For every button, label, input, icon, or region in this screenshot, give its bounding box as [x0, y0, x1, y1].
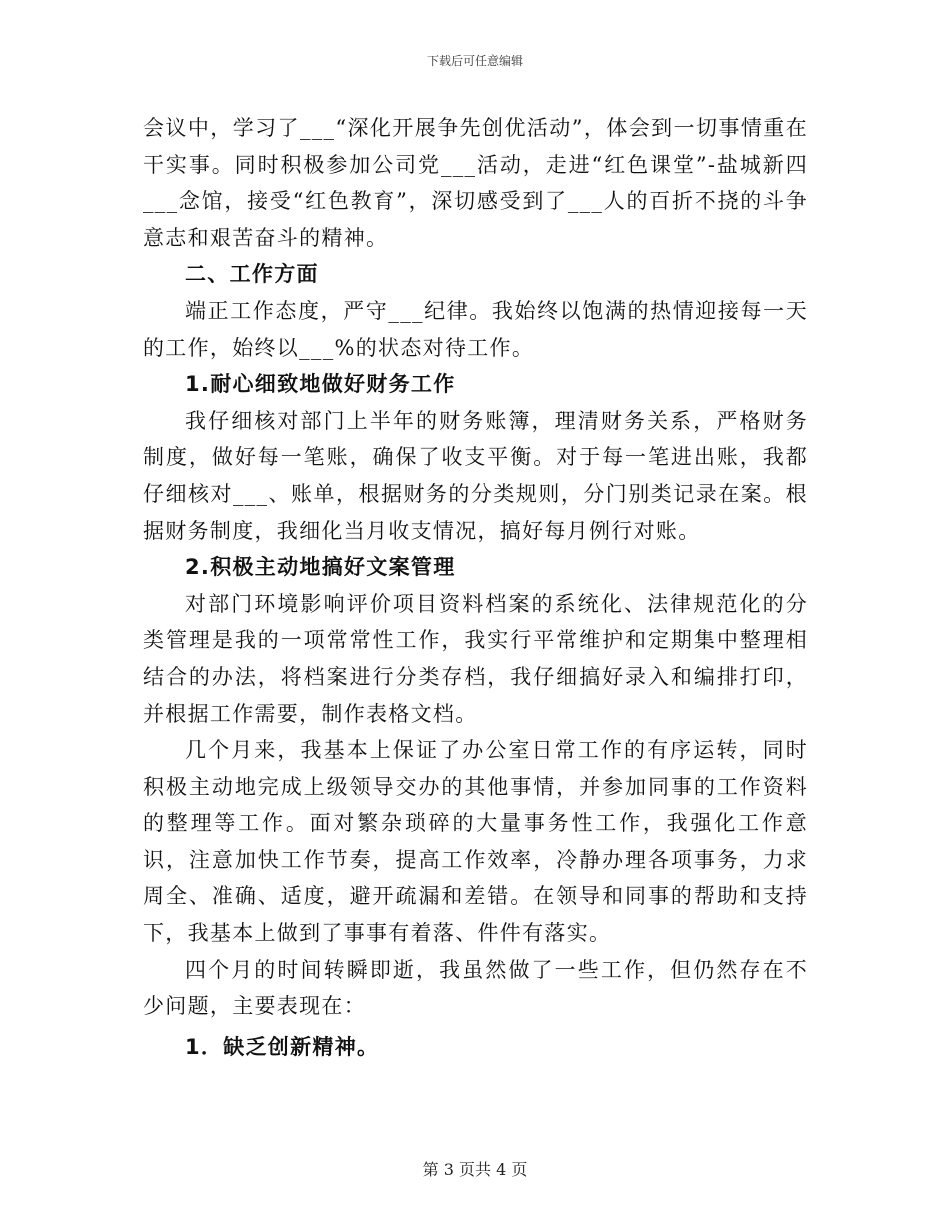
- section-heading-work: 二、工作方面: [185, 262, 319, 287]
- page-header: 下载后可任意编辑: [426, 54, 523, 68]
- paragraph-3: 我仔细核对部门上半年的财务账簿，理清财务关系，严格财务制度，做好每一笔账，确保了收支平衡。对于每一笔进出账，我都仔细核对___、账单，根据财务的分类规则，分门别类记录在案。根据财务制度，我细化当月收支情况，搞好每月例行对账。: [143, 408, 808, 543]
- subheading-finance: 1.耐心细致地做好财务工作: [185, 372, 456, 397]
- subheading-innovation: 1．缺乏创新精神。: [185, 1034, 380, 1059]
- paragraph-6: 四个月的时间转瞬即逝，我虽然做了一些工作，但仍然存在不少问题，主要表现在：: [143, 957, 808, 1019]
- paragraph-1: 会议中，学习了___“深化开展争先创优活动”，体会到一切事情重在干实事。同时积极参加公司党___活动，走进“红色课堂”-盐城新四___念馆，接受“红色教育”，深切感受到了___人的百折不挠的斗争意志和艰苦奋斗的精神。: [143, 116, 808, 250]
- paragraph-5: 几个月来，我基本上保证了办公室日常工作的有序运转，同时积极主动地完成上级领导交办的其他事情，并参加同事的工作资料的整理等工作。面对繁杂琐碎的大量事务性工作，我强化工作意识，注意加快工作节奏，提高工作效率，冷静办理各项事务，力求周全、准确、适度，避开疏漏和差错。在领导和同事的帮助和支持下，我基本上做到了事事有着落、件件有落实。: [143, 738, 808, 946]
- page-footer: 第 3 页共 4 页: [422, 1160, 528, 1179]
- subheading-documents: 2.积极主动地搞好文案管理: [185, 555, 456, 580]
- document-body: [143, 110, 808, 1065]
- paragraph-2: 端正工作态度，严守___纪律。我始终以饱满的热情迎接每一天的工作，始终以___%的状态对待工作。: [143, 298, 808, 360]
- paragraph-4: 对部门环境影响评价项目资料档案的系统化、法律规范化的分类管理是我的一项常常性工作，我实行平常维护和定期集中整理相结合的办法，将档案进行分类存档，我仔细搞好录入和编排打印，并根据工作需要，制作表格文档。: [143, 591, 808, 726]
